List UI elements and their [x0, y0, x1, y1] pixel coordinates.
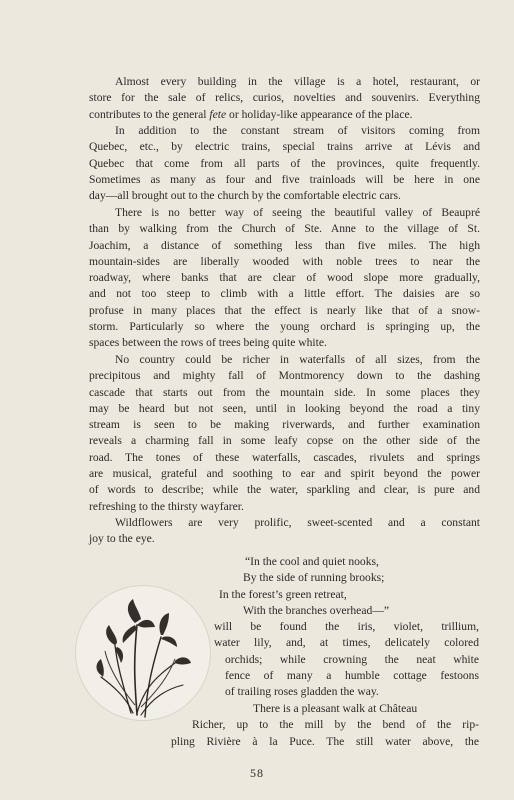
text-line: than by walking from the Church of Ste. Anne to the village of St. — [89, 222, 480, 236]
text-line: roadway, where banks that are clear of wood slope more gradually, — [89, 271, 480, 285]
text-line: store for the sale of relics, curios, novelties and souvenirs. Everything — [89, 91, 480, 105]
paragraph-2 — [89, 123, 480, 204]
paragraph-6 — [171, 701, 479, 750]
text-line: No country could be richer in waterfalls of all sizes, from the — [115, 353, 480, 366]
text-line: cascade that starts out from the mountain side. In some places they — [89, 385, 480, 399]
text-line: Quebec that come from all parts of the provinces, quite frequently. — [89, 156, 480, 170]
paragraph-5 — [89, 515, 480, 548]
text-line: Almost every building in the village is a hotel, restaurant, or — [115, 75, 480, 88]
text-line: Joachim, a distance of something less than five miles. The high — [89, 238, 480, 252]
text-line: Richer, up to the mill by the bend of the rip- — [192, 718, 479, 732]
text-line: Wildflowers are very prolific, sweet-scented and a constant — [115, 516, 480, 529]
text-line: Quebec, etc., by electric trains, special trains arrive at Lévis and — [89, 140, 480, 154]
text-line: orchids; while crowning the neat white — [225, 652, 479, 666]
paragraph-1 — [89, 74, 480, 123]
text-line: of words to describe; while the water, sparkling and clear, is pure and — [89, 483, 480, 497]
text-line: may be heard but not seen, until in looking beyond the road a tiny — [89, 401, 480, 415]
poem-line: By the side of running brooks; — [243, 571, 385, 585]
text-line: mountain-sides are liberally wooded with noble trees to near the — [89, 254, 480, 268]
text-line: joy to the eye. — [89, 532, 155, 546]
text-line: road. The tones of these waterfalls, cascades, rivulets and springs — [89, 450, 480, 464]
text-line: precipitous and mighty fall of Montmorency down to the dashing — [89, 369, 480, 383]
paragraph-4 — [89, 352, 480, 515]
page-number: 58 — [250, 766, 264, 780]
text-line: There is a pleasant walk at Château — [253, 702, 418, 715]
poem-line: In the forest’s green retreat, — [219, 587, 347, 601]
text-line: and not too steep to climb with a little effort. The daisies are so — [89, 287, 480, 301]
wrapped-text — [214, 619, 479, 700]
poem-quote — [219, 554, 389, 619]
text-line: Sometimes as many as four and five trainloads will be here in one — [89, 172, 480, 186]
text-line: profuse in many places that the effect is nearly like that of a snow- — [89, 303, 480, 317]
text-line: contributes to the general fete or holiday-like appearance of the place. — [89, 107, 413, 121]
text-line: storm. Particularly so where the young orchard is springing up, the — [89, 320, 480, 334]
paragraph-3 — [89, 205, 480, 352]
italic-word: fete — [209, 107, 227, 121]
text-line: of trailing roses gladden the way. — [225, 685, 379, 699]
text-line: fence of many a humble cottage festoons — [225, 668, 479, 682]
text-line: day—all brought out to the church by the comfortable electric cars. — [89, 189, 401, 203]
text-line: spaces between the rows of trees being quite white. — [89, 336, 327, 350]
text-line: stream is seen to be making riverwards, and further examination — [89, 418, 480, 432]
poem-line: With the branches overhead—” — [243, 603, 390, 617]
text-line: There is no better way of seeing the beautiful valley of Beaupré — [115, 206, 480, 219]
text-line: reveals a charming fall in some leafy copse on the other side of the — [89, 434, 480, 448]
text-line: water lily, and, at times, delicately colored — [214, 636, 479, 650]
text-line: pling Rivière à la Puce. The still water above, the — [171, 734, 479, 748]
text-line: will be found the iris, violet, trillium, — [214, 620, 479, 633]
text-line: are musical, grateful and soothing to ear and spirit beyond the power — [89, 467, 480, 481]
text-line: refreshing to the thirsty wayfarer. — [89, 499, 244, 513]
poem-line: “In the cool and quiet nooks, — [245, 555, 379, 568]
text-line: In addition to the constant stream of visitors coming from — [115, 124, 480, 137]
